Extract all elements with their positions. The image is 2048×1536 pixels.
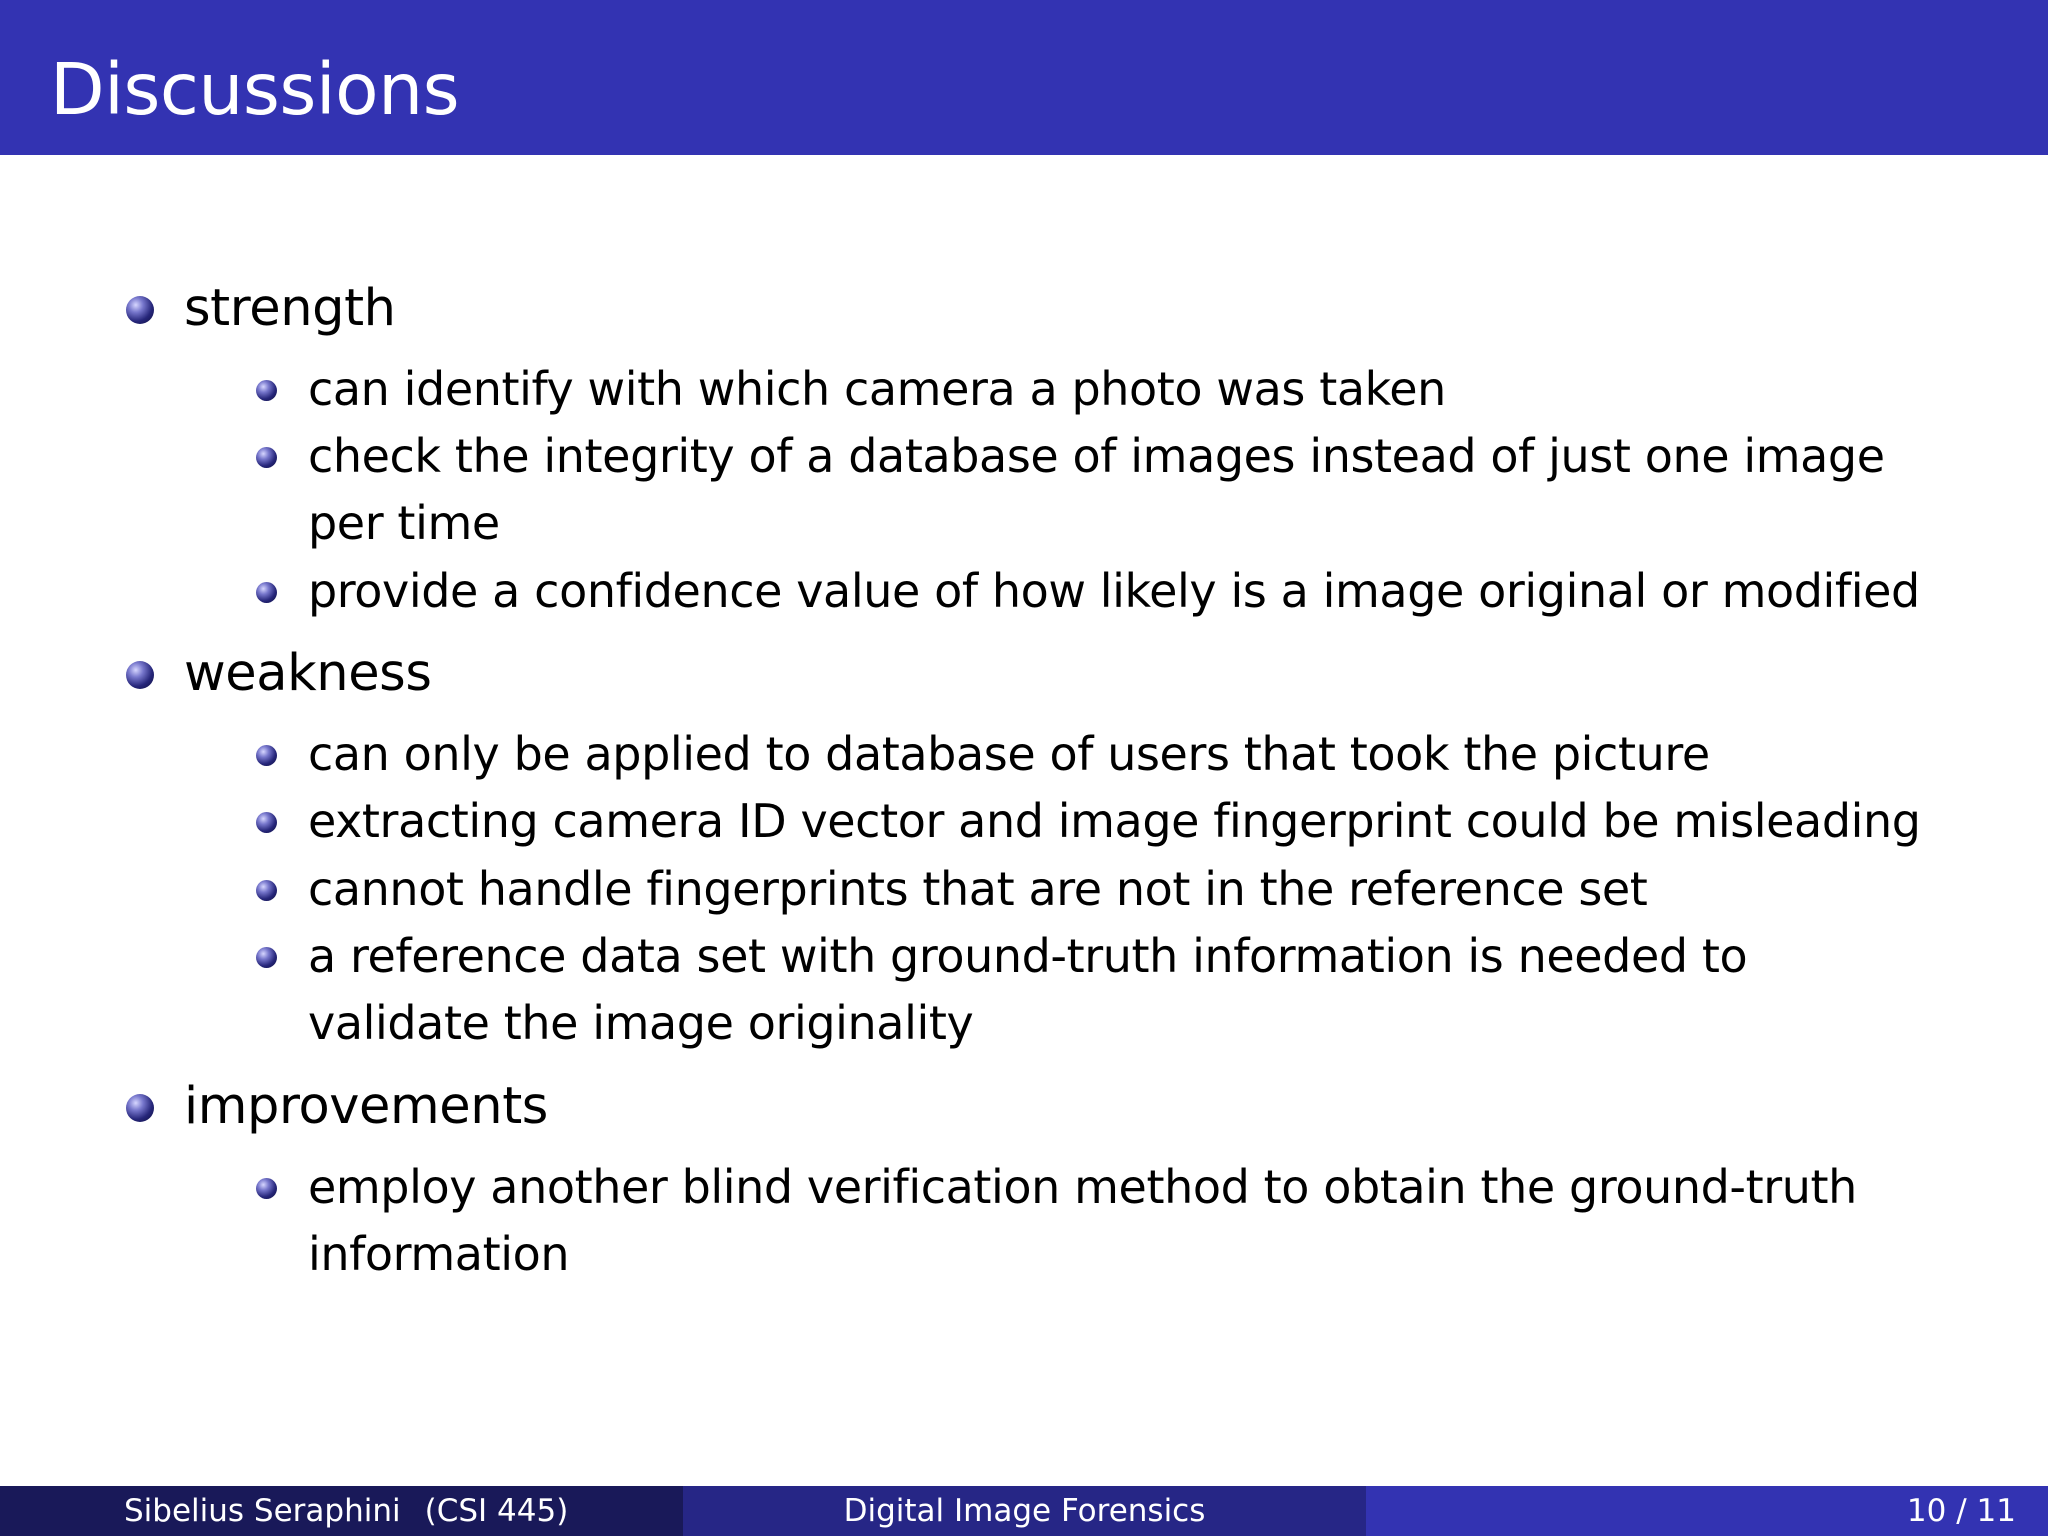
sub-bullet-icon (256, 380, 277, 401)
list-item-continuation: information (308, 1227, 570, 1281)
section-heading-weakness: weakness (184, 644, 432, 703)
page-total: 11 (1976, 1493, 2016, 1529)
footer-author: Sibelius Seraphini (124, 1493, 401, 1529)
section-heading-improvements: improvements (184, 1077, 548, 1136)
sub-bullet-icon (256, 1178, 277, 1199)
footer-course: (CSI 445) (424, 1493, 569, 1529)
list-item: can only be applied to database of users that took the picture (308, 727, 1710, 781)
slide-title: Discussions (50, 48, 460, 131)
section-heading-strength: strength (184, 279, 396, 338)
footer-bar (0, 1486, 2048, 1536)
list-item: cannot handle fingerprints that are not in the reference set (308, 862, 1648, 916)
bullet-icon (126, 296, 154, 324)
sub-bullet-icon (256, 447, 277, 468)
bullet-icon (126, 1094, 154, 1122)
list-item: check the integrity of a database of images instead of just one image (308, 429, 1885, 483)
sub-bullet-icon (256, 880, 277, 901)
sub-bullet-icon (256, 745, 277, 766)
footer-subject: Digital Image Forensics (843, 1493, 1206, 1529)
list-item: extracting camera ID vector and image fingerprint could be misleading (308, 794, 1921, 848)
page-separator: / (1956, 1493, 1967, 1529)
sub-bullet-icon (256, 812, 277, 833)
list-item-continuation: validate the image originality (308, 996, 974, 1050)
footer-subject-block (683, 1486, 1366, 1536)
list-item: employ another blind verification method to obtain the ground-truth (308, 1160, 1857, 1214)
sub-bullet-icon (256, 947, 277, 968)
list-item: provide a confidence value of how likely is a image original or modified (308, 564, 1920, 618)
list-item: a reference data set with ground-truth information is needed to (308, 929, 1748, 983)
bullet-icon (126, 661, 154, 689)
footer-author-block (0, 1486, 683, 1536)
footer-page-block (1366, 1486, 2048, 1536)
sub-bullet-icon (256, 582, 277, 603)
page-current: 10 (1906, 1493, 1947, 1529)
list-item: can identify with which camera a photo was taken (308, 362, 1446, 416)
list-item-continuation: per time (308, 496, 500, 550)
